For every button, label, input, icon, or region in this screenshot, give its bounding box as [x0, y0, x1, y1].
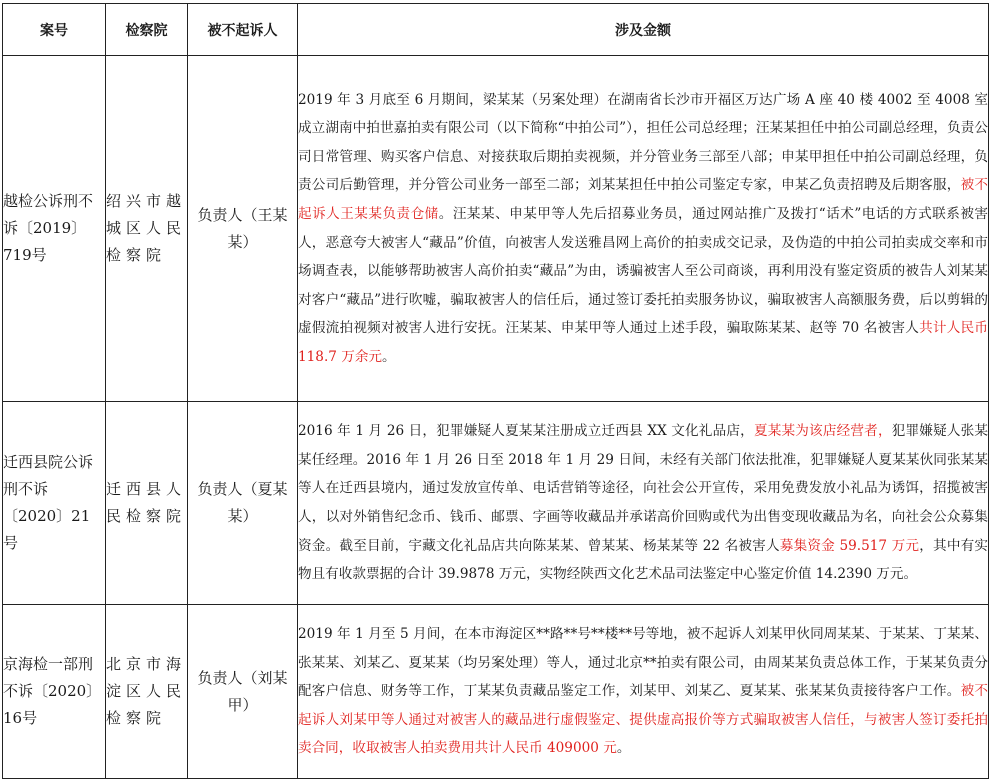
table-row	[3, 56, 989, 402]
table-row	[3, 402, 989, 605]
description-text: 2019 年 1 月至 5 月间，在本市海淀区**路**号**楼**号等地，被不起诉人刘某甲伙同周某某、于某某、丁某某、张某某、刘某乙、夏某某（均另案处理）等人，通过北京**拍卖有限公司，由周某某负责总体工作，于某某负责分配客户信息、财务等工作，丁某某负责藏品鉴定工作，刘某甲、刘某乙、夏某某、张某某负责接待客户工作。	[298, 626, 988, 700]
description-text: 。	[382, 348, 396, 365]
description-text: 2019 年 3 月底至 6 月期间，梁某某（另案处理）在湖南省长沙市开福区万达广场 A 座 40 楼 4002 至 4008 室成立湖南中拍世嘉拍卖有限公司（以下简称“中拍公司”），担任公司总经理；汪某某担任中拍公司副总经理，负责公司日常管理、购买客户信息、对接获取后期拍卖视频，并分管业务三部至八部；申某甲担任中拍公司副总经理，负责公司后勤管理，并分管公司业务一部至二部；刘某某担任中拍公司鉴定专家，申某乙负责招聘及后期客服，	[298, 91, 988, 194]
defendant-role: 负责人（夏某某）	[188, 402, 298, 605]
case-number: 越检公诉刑不诉〔2019〕719号	[3, 56, 106, 402]
header-defendant: 被不起诉人	[188, 4, 298, 56]
highlighted-text: 募集资金 59.517 万元	[779, 537, 920, 554]
header-case-no: 案号	[3, 4, 106, 56]
highlighted-text: 共计人民币 118.7 万余元	[298, 320, 989, 365]
procuratorate-name: 绍兴市越城区人民检察院	[106, 56, 188, 402]
amount-description	[298, 605, 989, 779]
description-text: ，其中有实物且有收款票据的合计 39.9878 万元，实物经陕西文化艺术品司法鉴定中心鉴定价值 14.2390 万元。	[298, 537, 989, 583]
procuratorate-name: 迁西县人民检察院	[106, 402, 188, 605]
case-number: 京海检一部刑不诉〔2020〕16号	[3, 605, 106, 779]
case-table	[2, 3, 989, 779]
procuratorate-name: 北京市海淀区人民检察院	[106, 605, 188, 779]
description-text: 。汪某某、申某甲等人先后招募业务员，通过网站推广及拨打“话术”电话的方式联系被害人，恶意夸大被害人“藏品”价值，向被害人发送雅昌网上高价的拍卖成交记录，及伪造的中拍公司拍卖成交率和市场调查表，以能够帮助被害人高价拍卖“藏品”为由，诱骗被害人至公司商谈，再利用没有鉴定资质的被告人刘某某对客户“藏品”进行吹嘘，骗取被害人的信任后，通过签订委托拍卖服务协议，骗取被害人高额服务费，后以剪辑的虚假流拍视频对被害人进行安抚。汪某某、申某甲等人通过上述手段，骗取陈某某、赵等 70 名被害人	[298, 205, 989, 337]
highlighted-text: 夏某某为该店经营者，	[753, 423, 892, 440]
header-procuratorate: 检察院	[106, 4, 188, 56]
defendant-role: 负责人（王某某）	[188, 56, 298, 402]
amount-description	[298, 56, 989, 402]
header-row	[3, 4, 989, 56]
case-number: 迁西县院公诉刑不诉〔2020〕21号	[3, 402, 106, 605]
highlighted-text: 被不起诉人刘某甲等人通过对被害人的藏品进行虚假鉴定、提供虚高报价等方式骗取被害人信任，与被害人签订委托拍卖合同，收取被害人拍卖费用共计人民币 409000 元	[298, 683, 989, 757]
defendant-role: 负责人（刘某甲）	[188, 605, 298, 779]
header-amount: 涉及金额	[298, 4, 989, 56]
description-text: 2016 年 1 月 26 日，犯罪嫌疑人夏某某注册成立迁西县 XX 文化礼品店，	[298, 423, 754, 440]
amount-description	[298, 402, 989, 605]
description-text: 。	[616, 740, 631, 757]
table-row	[3, 605, 989, 779]
highlighted-text: 被不起诉人王某某负责仓储	[298, 177, 989, 222]
description-text: 犯罪嫌疑人张某某任经理。2016 年 1 月 26 日至 2018 年 1 月 29 日间，未经有关部门依法批准，犯罪嫌疑人夏某某伙同张某某等人在迁西县境内，通过发放宣传单、电话营销等途径，向社会公开宣传，采用免费发放小礼品为诱饵，招揽被害人，以对外销售纪念币、钱币、邮票、字画等收藏品并承诺高价回购或代为出售变现收藏品为名，向社会公众募集资金。截至目前，宇藏文化礼品店共向陈某某、曾某某、杨某某等 22 名被害人	[298, 423, 989, 554]
